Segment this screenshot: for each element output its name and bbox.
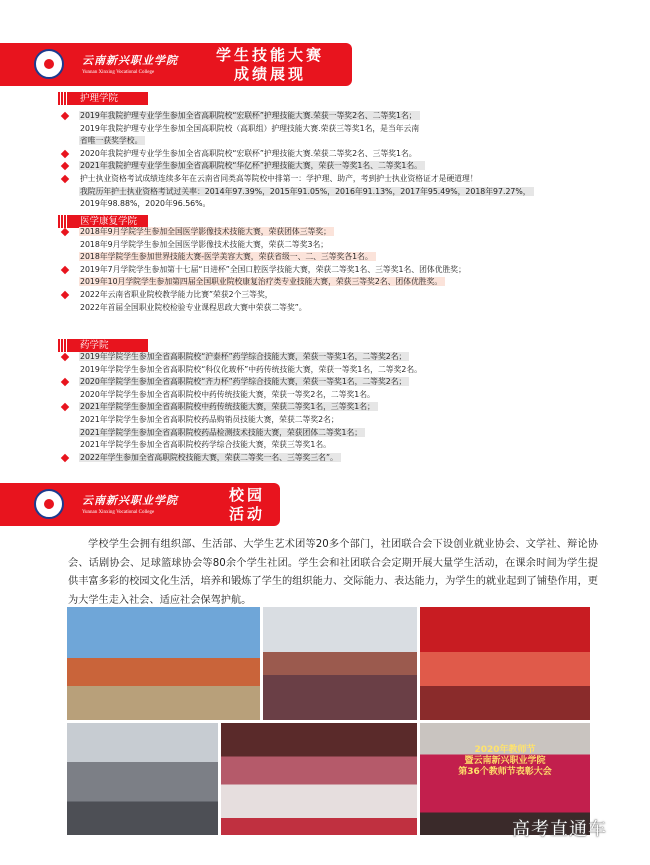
list-item [62,376,602,389]
list-item [62,186,602,199]
diamond-bullet-icon [61,228,69,236]
school-name-en: Yunnan Xinxing Vocational College [82,510,155,515]
photo-choir [420,607,590,720]
list-item-text: 2019年98.88%，2020年96.56%。 [80,199,211,209]
list-item [62,123,602,136]
diamond-bullet-icon [61,175,69,183]
list-item-text: 2020年学院学生参加全省高职院校中药传统技能大赛，荣获一等奖2名，二等奖1名。 [80,389,375,399]
diamond-bullet-icon [61,162,69,170]
watermark: 高考直通车 [512,819,607,840]
list-item-text: 我院历年护士执业资格考试过关率：2014年97.39%，2015年91.05%，2016年91.13%，2017年95.49%，2018年97.27%， [79,187,534,196]
list-item [62,198,602,211]
list-item [62,439,602,452]
list-item [62,148,602,161]
list-item [62,427,602,440]
list-item [62,452,602,465]
header-banner-campus [0,483,280,526]
list-item-text: 2020年我院护理专业学生参加全省高职院校“宏联杯”护理技能大赛.荣获二等奖2名、三等奖1名。 [80,148,417,158]
school-logo [34,489,64,519]
list-item-text: 2019年我院护理专业学生参加全国高职院校（高职组）护理技能大赛.荣获三等奖1名，是当年云南 [80,123,420,133]
list-item-text: 2019年7月学院学生参加第十七届“日进杯”全国口腔医学技能大赛，荣获二等奖1名、三等奖1名、团体优胜奖； [80,264,466,274]
list-item-text: 2021年我院护理专业学生参加全省高职院校“华亿杯”护理技能大赛，荣获一等奖1名、二等奖1名。 [79,161,425,170]
school-name-cn: 云南新兴职业学院 [82,494,178,507]
list-item [62,302,602,315]
list-item-text: 2019年学院学生参加全省高职院校“科仪化玻杯”中药传统技能大赛，荣获一等奖1名，二等奖2名。 [80,364,422,374]
section-tab: 药学院 [58,339,148,352]
diamond-bullet-icon [61,112,69,120]
list-item-text: 2022年首届全国职业院校检验专业课程思政大赛中荣获二等奖”。 [80,302,307,312]
list-item [62,276,602,289]
section-tab: 护理学院 [58,92,148,105]
photo-ceremony [221,723,417,835]
school-name-cn: 云南新兴职业学院 [82,54,178,67]
list-item-text: 2022年学生参加全省高职院校技能大赛，荣获二等奖一名、三等奖三名”。 [79,453,341,462]
list-item-text: 2022年云南省职业院校教学能力比赛”荣获2个三等奖， [80,289,273,299]
list-item-text: 2021年学院学生参加全省高职院校药品检测技术技能大赛，荣获团体二等奖1名； [79,428,365,437]
diamond-bullet-icon [61,266,69,274]
list-item [62,351,602,364]
photo-caption: 2020年教师节 暨云南新兴职业学院 第36个教师节表彰大会 [458,745,552,777]
list-item [62,251,602,264]
photo-campus-gate [67,607,260,720]
photo-assembly [67,723,218,835]
diamond-bullet-icon [61,378,69,386]
list-item [62,160,602,173]
list-item-text: 2020年学院学生参加全省高职院校“齐力杯”药学综合技能大赛，荣获一等奖1名，二等奖2名； [79,377,409,386]
diamond-bullet-icon [61,403,69,411]
award-list [62,351,602,464]
list-item-text: 省唯一获奖学校。 [79,136,145,145]
list-item [62,401,602,414]
list-item [62,135,602,148]
list-item [62,389,602,402]
list-item [62,264,602,277]
banner-title: 学生技能大赛 成绩展现 [215,46,324,83]
list-item [62,173,602,186]
school-name-en: Yunnan Xinxing Vocational College [82,70,155,75]
list-item-text: 2021年学院学生参加全省高职院校中药传统技能大赛，荣获二等奖1名，三等奖1名； [79,402,378,411]
list-item-text: 2018年学院学生参加世界技能大赛-医学美容大赛，荣获省级一、二、三等奖各1名。 [79,252,376,261]
list-item [62,364,602,377]
section-tab: 医学康复学院 [58,215,148,228]
list-item-text: 2021年学院学生参加全省高职院校药品购销员技能大赛，荣获二等奖2名； [80,414,339,424]
diamond-bullet-icon [61,353,69,361]
diamond-bullet-icon [61,150,69,158]
award-list [62,110,602,211]
list-item-text: 2018年9月学院学生参加全国医学影像技术技能大赛，荣获团体三等奖； [79,227,334,236]
award-list [62,226,602,314]
banner-title: 校园 活动 [228,486,265,523]
list-item-text: 2019年我院护理专业学生参加全省高职院校“宏联杯”护理技能大赛.荣获一等奖2名、二等奖1名； [79,111,420,120]
header-banner-skills [0,43,352,86]
list-item-text: 2018年9月学院学生参加全国医学影像技术技能大赛，荣获二等奖3名； [80,239,329,249]
list-item [62,226,602,239]
list-item-text: 2019年10月学院学生参加第四届全国职业院校康复治疗类专业技能大赛，荣获三等奖2名、团体优胜奖。 [79,277,445,286]
school-logo [34,49,64,79]
campus-paragraph: 学校学生会拥有组织部、生活部、大学生艺术团等20多个部门，社团联合会下设创业就业协会、文学社、辩论协会、话剧协会、足球篮球协会等80余个学生社团。学生会和社团联合会定期开展大量学生活动，在课余时间为学生提供丰富多彩的校园文化生活，培养和锻炼了学生的组织能力、交际能力、表达能力，为学生的就业起到了铺垫作用，更为大学生走入社会、适应社会保驾护航。 [68,539,598,606]
list-item-text: 护士执业资格考试成绩连续多年在云南省同类高等院校中排第一：学护理、助产，考到护士执业资格证才是硬道理！ [80,173,478,183]
photo-sports-field [263,607,417,720]
diamond-bullet-icon [61,454,69,462]
diamond-bullet-icon [61,291,69,299]
list-item-text: 2019年学院学生参加全省高职院校“沪泰杯”药学综合技能大赛，荣获一等奖1名，二等奖2名； [79,352,409,361]
list-item [62,414,602,427]
list-item [62,289,602,302]
list-item [62,239,602,252]
list-item-text: 2021年学院学生参加全省高职院校药学综合技能大赛，荣获三等奖1名。 [80,440,331,450]
list-item [62,110,602,123]
